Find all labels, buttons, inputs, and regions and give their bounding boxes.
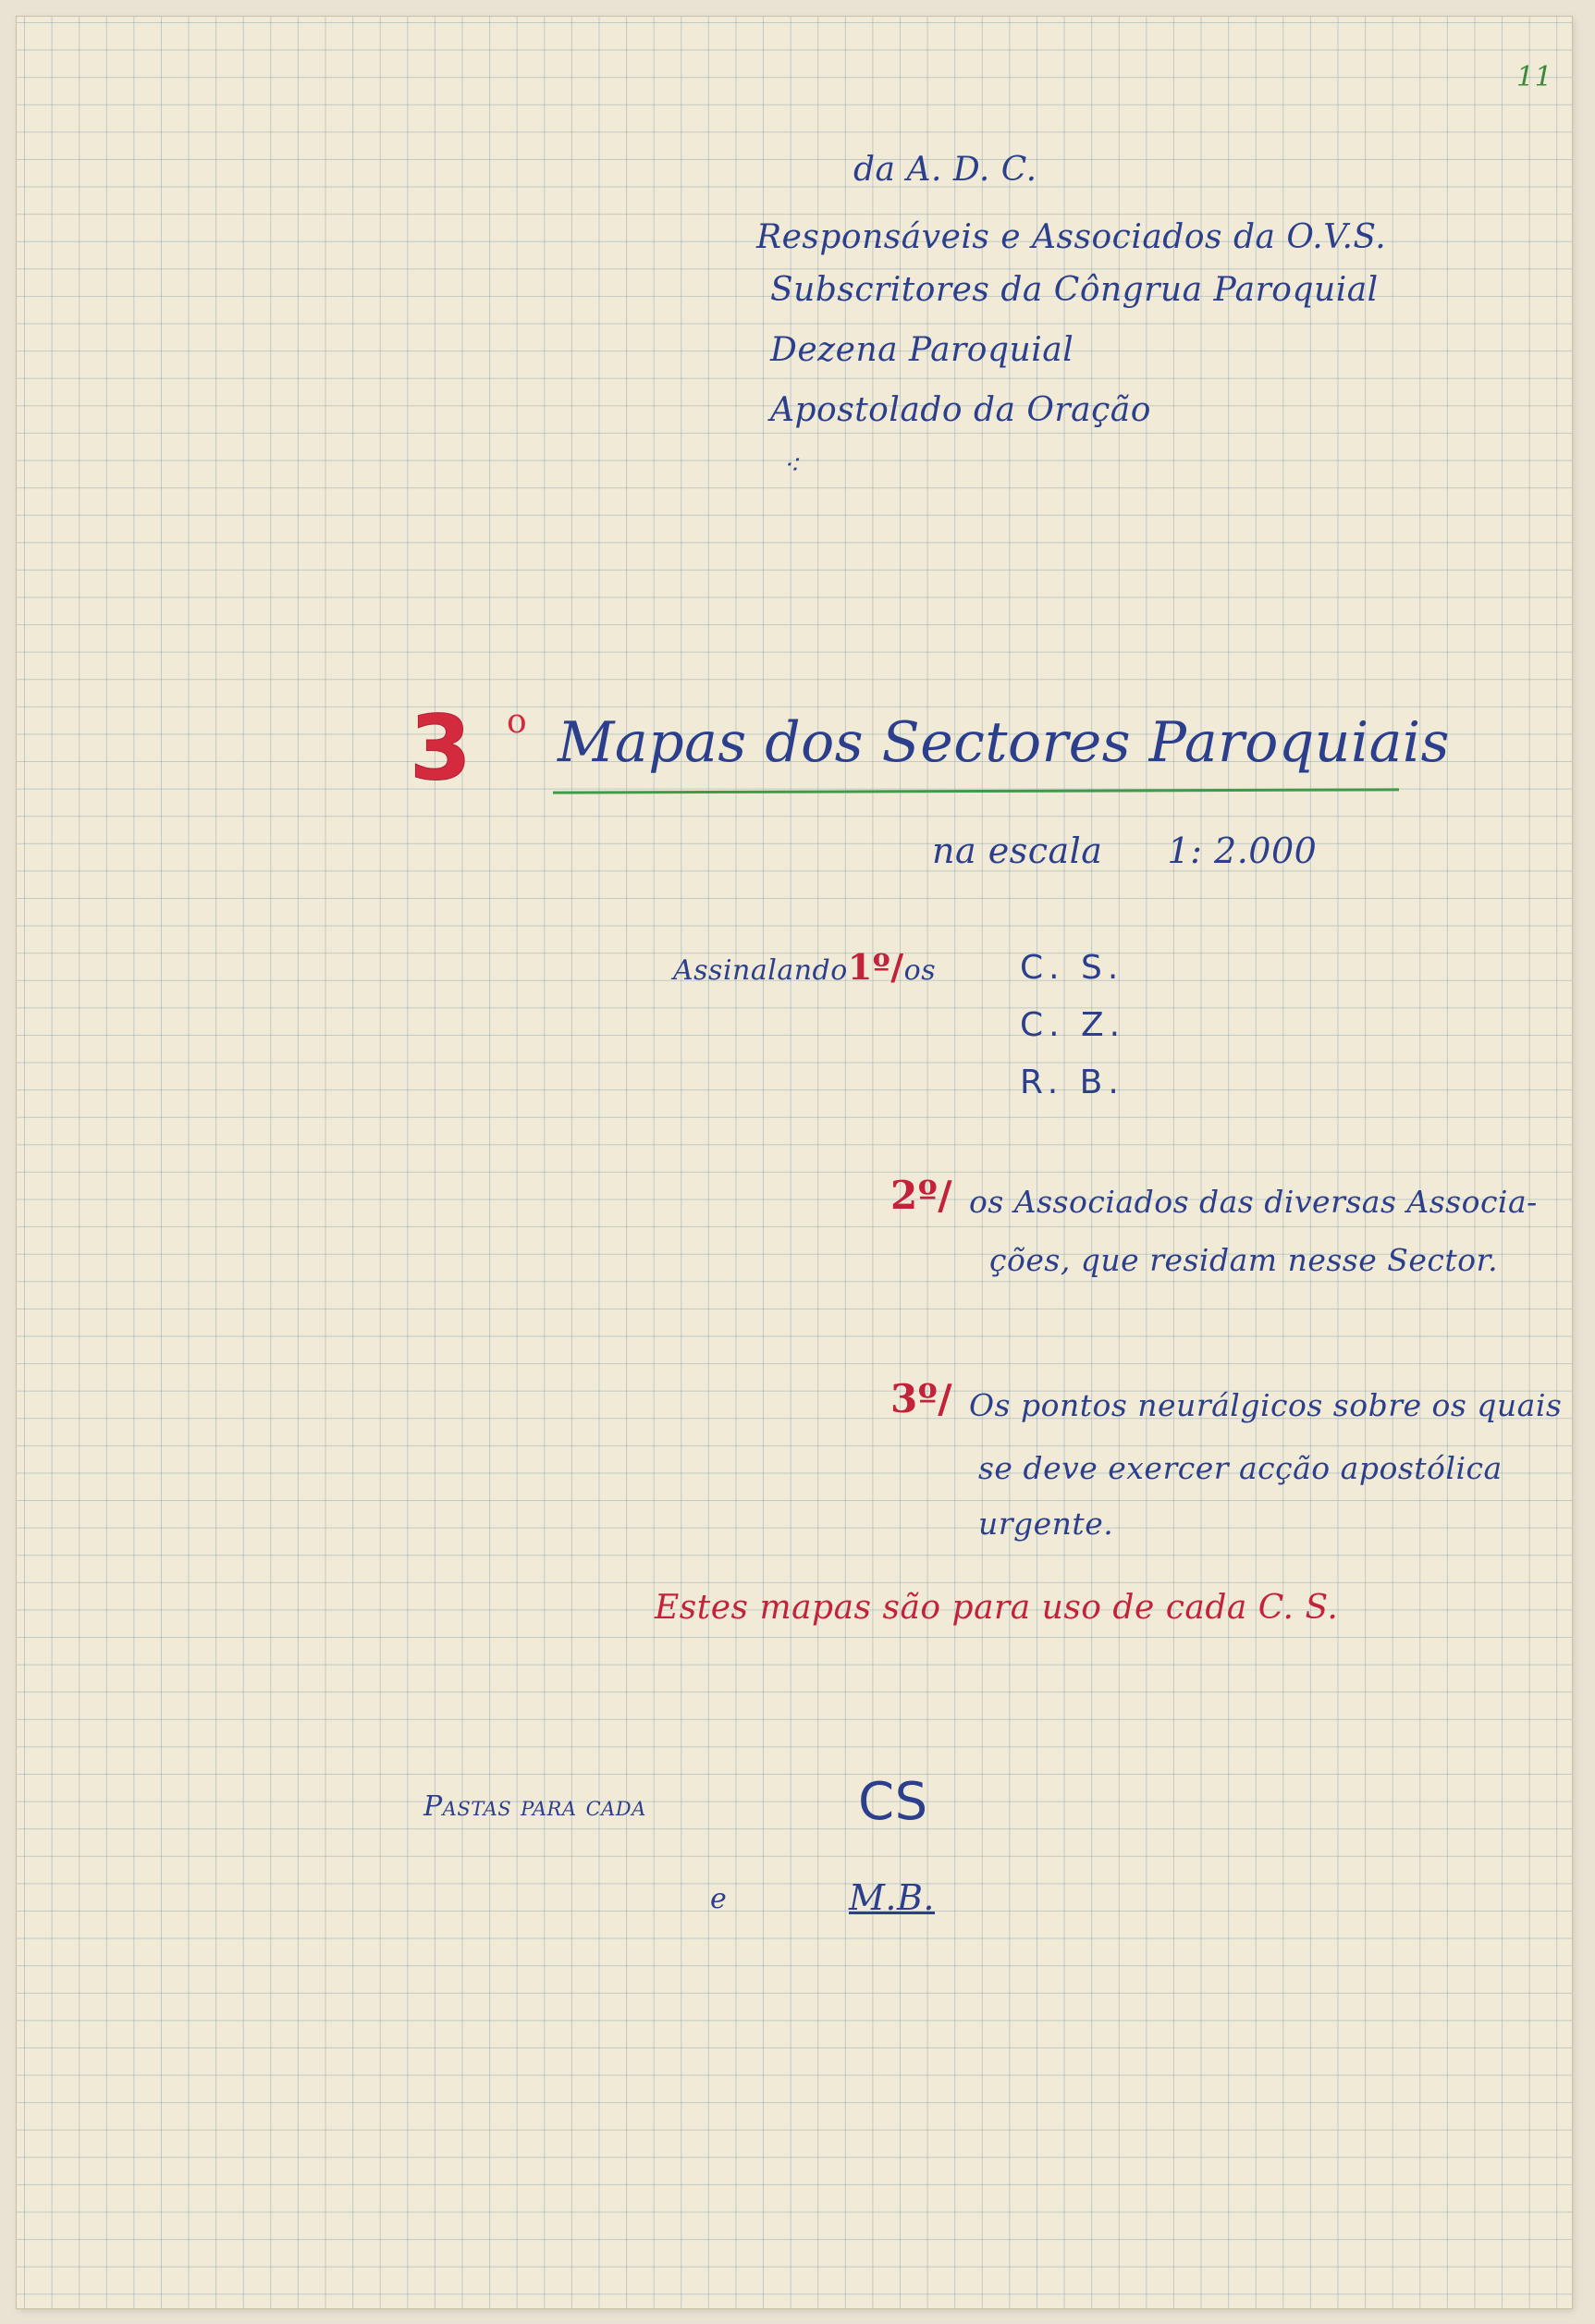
code-cz: C. Z. (1020, 1006, 1126, 1044)
item3-marker: 3º/ (890, 1376, 953, 1421)
section-number: 3 (410, 696, 472, 800)
title-underline (553, 788, 1399, 793)
folders-connector: e (710, 1883, 728, 1915)
scale-label: na escala (932, 830, 1103, 871)
graph-paper-sheet (17, 17, 1572, 2308)
folders-code: CS (858, 1772, 928, 1832)
item3-line2: se deve exercer acção apostólica (978, 1450, 1503, 1486)
scale-line (932, 830, 1317, 871)
page-number: 11 (1516, 61, 1553, 93)
code-cs: C. S. (1020, 949, 1124, 987)
section-title: Mapas dos Sectores Paroquiais (558, 710, 1450, 775)
section-degree: o (507, 703, 528, 741)
header-list-item-congrua: Subscritores da Côngrua Paroquial (770, 271, 1379, 309)
header-list-item-adc: da A. D. C. (853, 151, 1037, 189)
item1-suffix: os (903, 954, 937, 987)
item2-marker: 2º/ (890, 1173, 953, 1218)
code-rb: R. B. (1020, 1064, 1124, 1101)
item2-line1: os Associados das diversas Associa- (969, 1184, 1538, 1220)
item3-line3: urgente. (978, 1506, 1114, 1542)
folders-code2: M.B. (849, 1877, 935, 1918)
marking-first-line (673, 946, 936, 988)
header-list-item-ovs: Responsáveis e Associados da O.V.S. (756, 218, 1387, 256)
item2-line2: ções, que residam nesse Sector. (989, 1242, 1499, 1278)
marking-label: Assinalando (673, 954, 848, 987)
folders-label: Pastas para cada (423, 1790, 646, 1823)
usage-note: Estes mapas são para uso de cada C. S. (655, 1589, 1339, 1627)
item1-marker: 1º/ (847, 946, 904, 988)
header-list-item-dezena: Dezena Paroquial (770, 331, 1074, 369)
item3-line1: Os pontos neurálgicos sobre os quais (969, 1387, 1563, 1423)
header-list-item-apostolado: Apostolado da Oração (770, 391, 1151, 429)
scale-value: 1: 2.000 (1167, 830, 1318, 871)
ellipsis-mark: ⁖ (782, 449, 800, 482)
